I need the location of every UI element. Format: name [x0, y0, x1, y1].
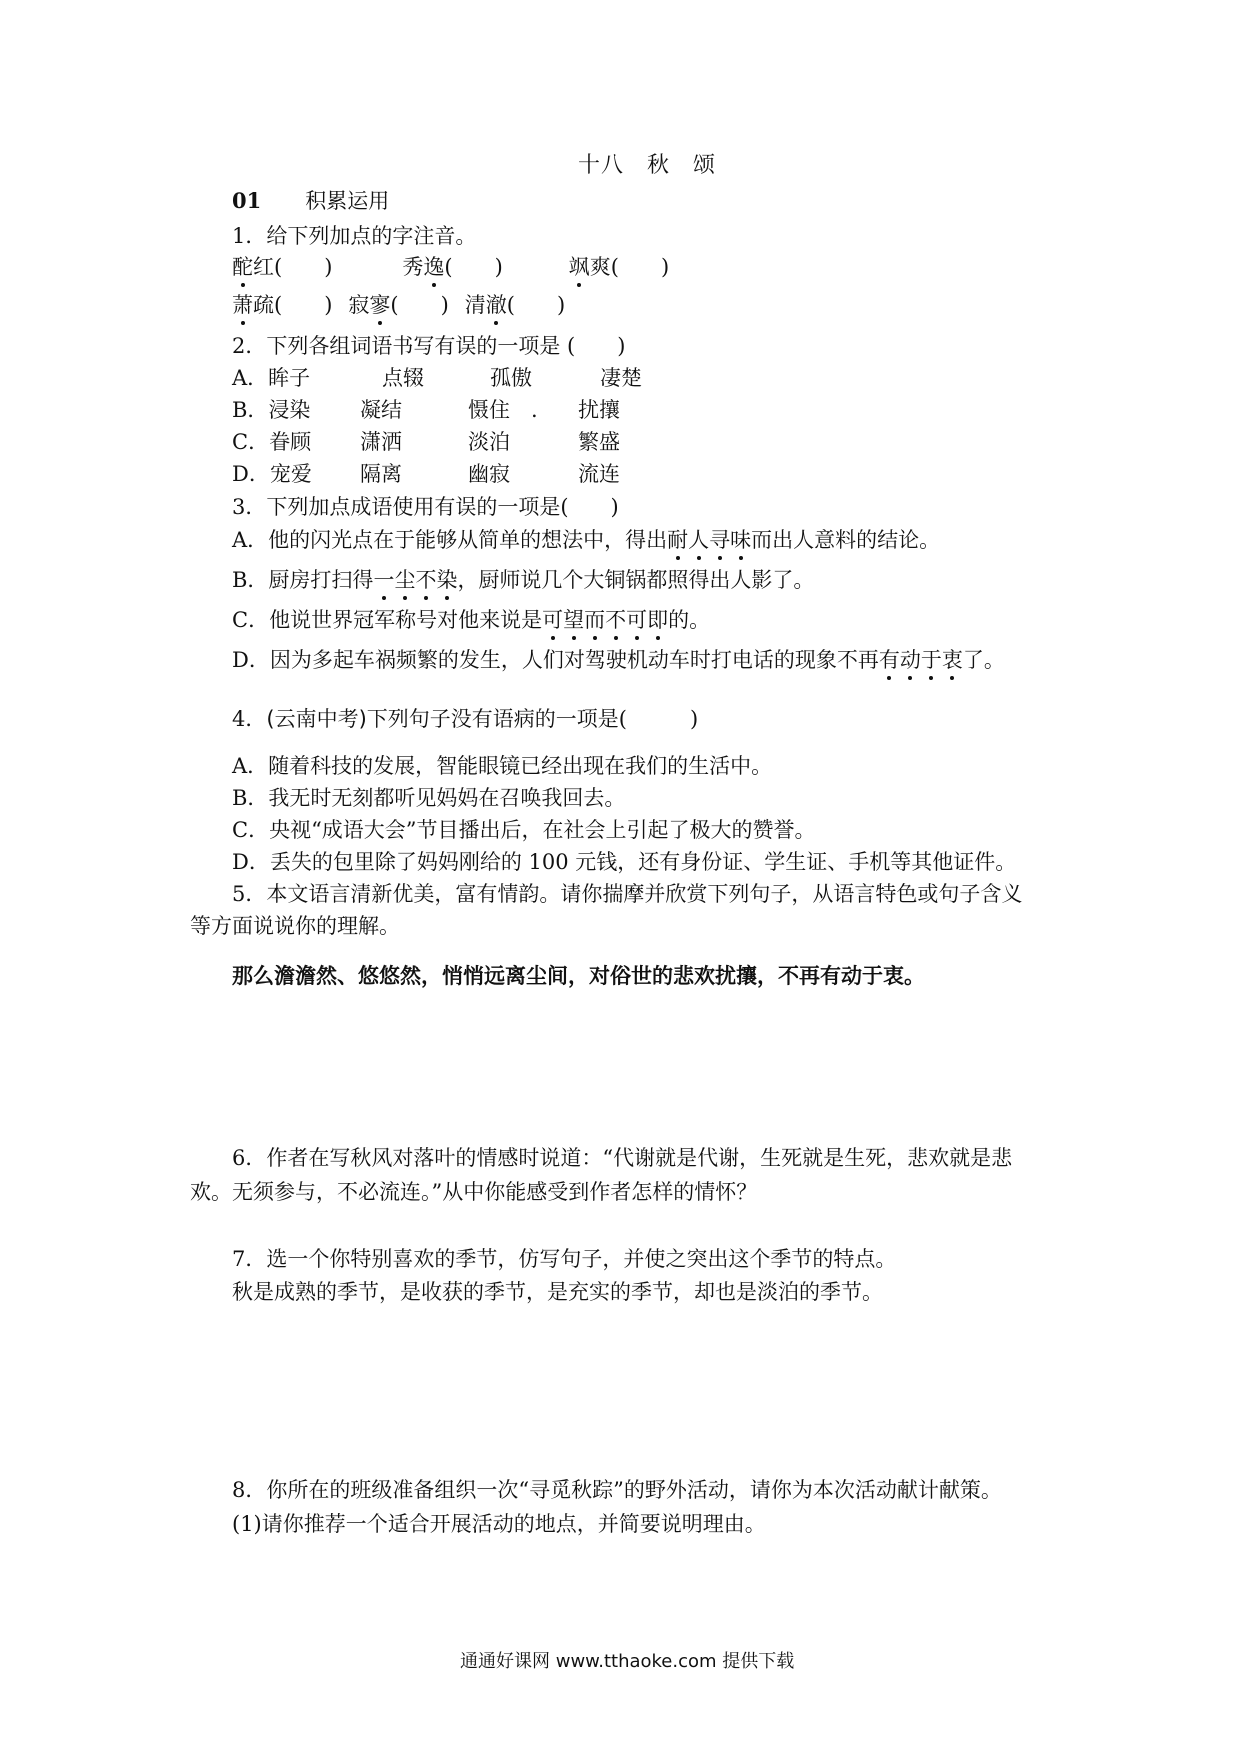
- question-source: (云南中考): [266, 707, 367, 731]
- question-7-line-1: 7．选一个你特别喜欢的季节，仿写句子，并使之突出这个季节的特点。: [232, 1247, 897, 1271]
- question-3-option-c: C．他说世界冠军称号对他来说是可望而不可即的。: [232, 608, 711, 632]
- question-2-option-a: A．眸子 点辍 孤傲 凄楚: [232, 366, 642, 390]
- pinyin-item: 寂寥( ): [348, 293, 449, 317]
- section-name: 积累运用: [305, 189, 390, 213]
- question-1-row-2: [232, 291, 565, 319]
- question-3-option-d: D．因为多起车祸频繁的发生，人们对驾驶机动车时打电话的现象不再有动于衷了。: [232, 648, 1005, 672]
- section-number: 01: [232, 188, 262, 213]
- question-4-stem: 4．(云南中考)下列句子没有语病的一项是( ): [232, 707, 699, 731]
- question-5-line-1: 5．本文语言清新优美，富有情韵。请你揣摩并欣赏下列句子，从语言特色或句子含义: [232, 882, 1023, 906]
- question-6-line-1: 6．作者在写秋风对落叶的情感时说道：“代谢就是代谢，生死就是生死，悲欢就是悲: [232, 1146, 1013, 1170]
- question-1-row-1: [232, 253, 669, 281]
- question-4-option-d: D．丢失的包里除了妈妈刚给的 100 元钱，还有身份证、学生证、手机等其他证件。: [232, 850, 1017, 874]
- pinyin-item: 萧疏( ): [232, 293, 333, 317]
- pinyin-item: 秀逸( ): [402, 255, 503, 279]
- question-4-option-b: B．我无时无刻都听见妈妈在召唤我回去。: [232, 786, 626, 810]
- question-7-line-2: 秋是成熟的季节，是收获的季节，是充实的季节，却也是淡泊的季节。: [232, 1280, 883, 1304]
- question-8-line-1: 8．你所在的班级准备组织一次“寻觅秋踪”的野外活动，请你为本次活动献计献策。: [232, 1478, 1002, 1502]
- question-3-option-a: A．他的闪光点在于能够从简单的想法中，得出耐人寻味而出人意料的结论。: [232, 528, 941, 552]
- question-2-stem: 2．下列各组词语书写有误的一项是 ( ): [232, 334, 626, 358]
- question-6-line-2: 欢。无须参与，不必流连。”从中你能感受到作者怎样的情怀？: [190, 1180, 758, 1204]
- pinyin-item: 清澈( ): [464, 293, 566, 317]
- question-4-option-c: C．央视“成语大会”节目播出后，在社会上引起了极大的赞誉。: [232, 818, 816, 842]
- question-5-line-2: 等方面说说你的理解。: [190, 914, 400, 938]
- question-2-option-c: C．眷顾 潇洒 淡泊 繁盛: [232, 430, 620, 454]
- question-3-option-b: B．厨房打扫得一尘不染，厨师说几个大铜锅都照得出人影了。: [232, 568, 815, 592]
- pinyin-item: 酡红( ): [232, 255, 333, 279]
- question-3-stem: 3．下列加点成语使用有误的一项是( ): [232, 495, 619, 519]
- question-8-line-2: (1)请你推荐一个适合开展活动的地点，并简要说明理由。: [232, 1512, 766, 1536]
- question-2-option-b: B．浸染 凝结 慑住 . 扰攘: [232, 398, 620, 422]
- page-title: 十八 秋 颂: [578, 153, 717, 178]
- page-footer: 通通好课网 www.tthaoke.com 提供下载: [460, 1651, 795, 1672]
- pinyin-item: 飒爽( ): [568, 255, 670, 279]
- question-1-stem: 1．给下列加点的字注音。: [232, 224, 477, 248]
- section-header: [232, 187, 389, 215]
- question-4-option-a: A．随着科技的发展，智能眼镜已经出现在我们的生活中。: [232, 754, 773, 778]
- question-2-option-d: D．宠爱 隔离 幽寂 流连: [232, 462, 620, 486]
- quoted-sentence: 那么澹澹然、悠悠然，悄悄远离尘间，对俗世的悲欢扰攘，不再有动于衷。: [232, 964, 925, 988]
